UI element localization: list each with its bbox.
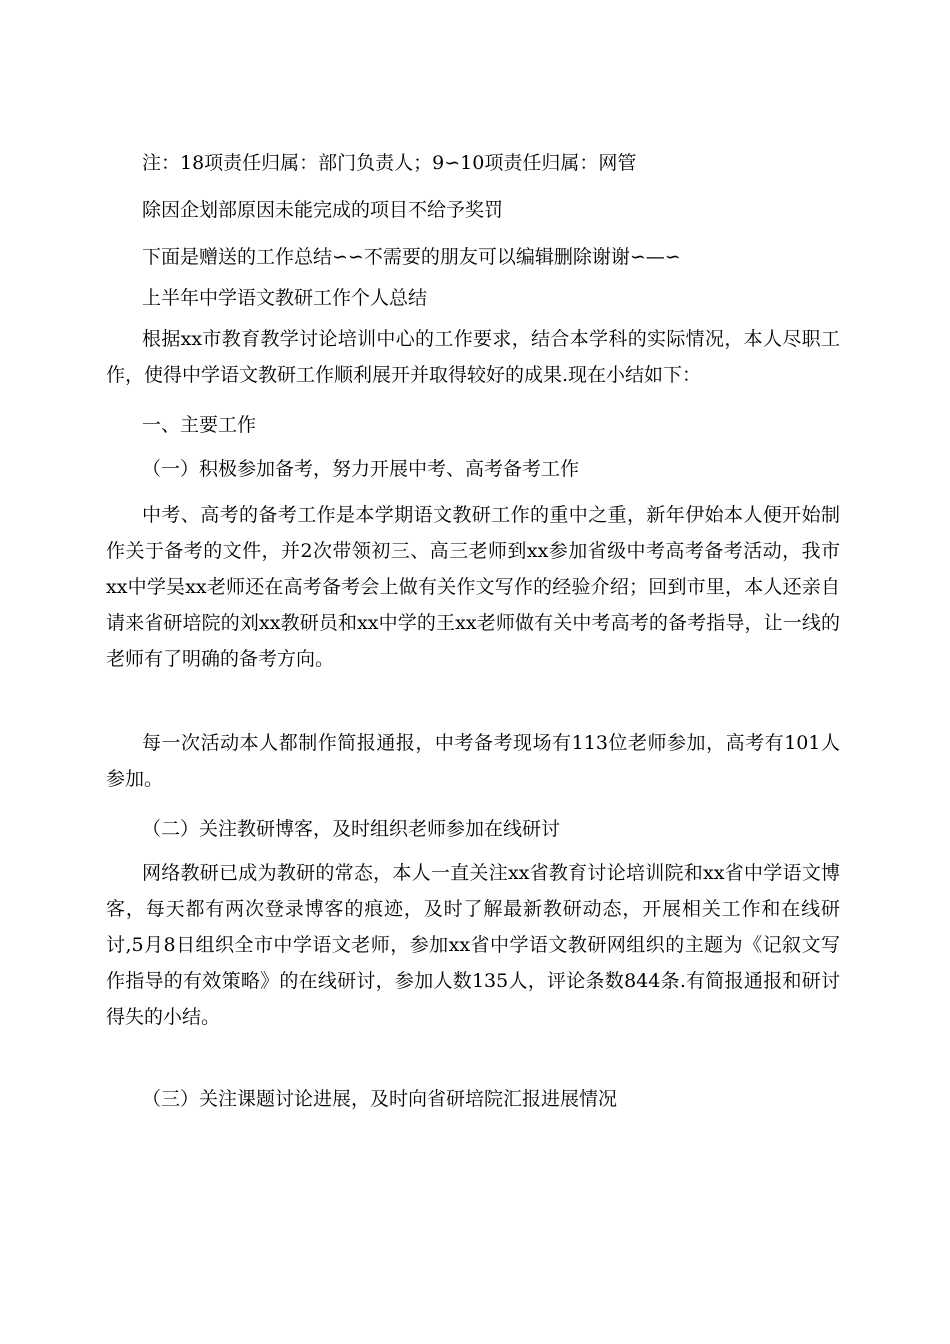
gift-notice: 下面是赠送的工作总结∽∽不需要的朋友可以编辑删除谢谢∽—∽ [142,246,681,268]
document-title: 上半年中学语文教研工作个人总结 [142,287,428,309]
online-research-paragraph: 网络教研已成为教研的常态，本人一直关注xx省教育讨论培训院和xx省中学语文博客，每天都有两次登录博客的痕迹，及时了解最新教研动态，开展相关工作和在线研讨,5月8日组织全市中学语文老师，参加xx省中学语文教研网组织的主题为《记叙文写作指导的有效策略》的在线研讨，参加人数135人，评论条数844条.有简报通报和研讨得失的小结。 [106,862,840,1028]
exemption-note: 除因企划部原因未能完成的项目不给予奖罚 [142,199,504,221]
subsection-heading-blog: （二）关注教研博客，及时组织老师参加在线研讨 [142,818,561,840]
subsection-heading-exam-prep: （一）积极参加备考，努力开展中考、高考备考工作 [142,458,580,480]
subsection-heading-project: （三）关注课题讨论进展，及时向省研培院汇报进展情况 [142,1088,618,1110]
intro-paragraph: 根据xx市教育教学讨论培训中心的工作要求，结合本学科的实际情况，本人尽职工作，使得中学语文教研工作顺利展开并取得较好的成果.现在小结如下： [106,328,840,386]
responsibility-note: 注：18项责任归属：部门负责人；9∽10项责任归属：网管 [142,152,637,174]
activity-report-paragraph: 每一次活动本人都制作简报通报，中考备考现场有113位老师参加，高考有101人参加。 [106,732,840,790]
section-heading-main-work: 一、主要工作 [142,414,257,436]
exam-prep-paragraph: 中考、高考的备考工作是本学期语文教研工作的重中之重，新年伊始本人便开始制作关于备考的文件，并2次带领初三、高三老师到xx参加省级中考高考备考活动，我市xx中学吴xx老师还在高考备考会上做有关作文写作的经验介绍；回到市里，本人还亲自请来省研培院的刘xx教研员和xx中学的王xx老师做有关中考高考的备考指导，让一线的老师有了明确的备考方向。 [106,504,840,670]
